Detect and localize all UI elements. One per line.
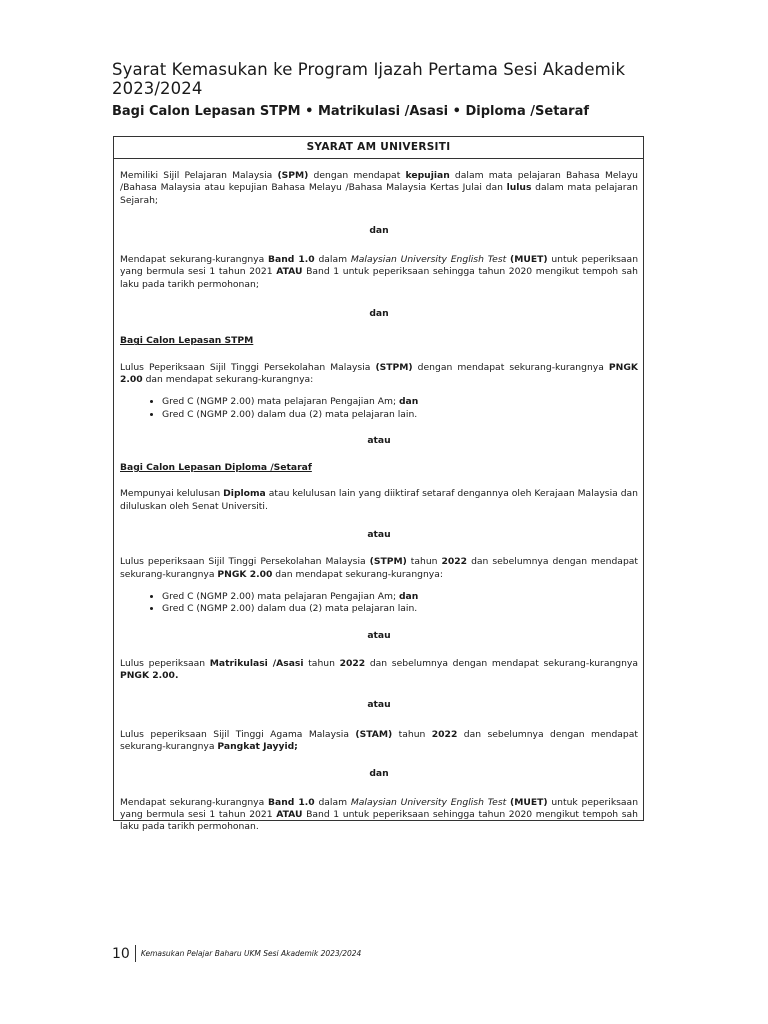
- separator-dan: dan: [369, 768, 389, 780]
- separator-dan: dan: [369, 308, 389, 320]
- stam-requirement: Lulus peperiksaan Sijil Tinggi Agama Malaysia (STAM) tahun 2022 dan sebelumnya dengan mendapat sekurang-kurangnya Pangkat Jayyid;: [120, 728, 638, 753]
- stpm-requirement: Lulus Peperiksaan Sijil Tinggi Persekolahan Malaysia (STPM) dengan mendapat sekurang-kurangnya PNGK 2.00 dan mendapat sekurang-kurangnya:: [120, 361, 638, 385]
- requirements-box: [113, 136, 644, 833]
- separator-atau: atau: [367, 529, 391, 541]
- footer-text: Kemasukan Pelajar Baharu UKM Sesi Akademik 2023/2024: [140, 949, 362, 958]
- spm-requirement: Memiliki Sijil Pelajaran Malaysia (SPM) dengan mendapat kepujian dalam mata pelajaran Bahasa Melayu /Bahasa Malaysia atau kepujian Bahasa Melayu /Bahasa Malaysia Kertas Julai dan lulus dalam mata pelajaran Sejarah;: [120, 170, 639, 206]
- muet-requirement: Mendapat sekurang-kurangnya Band 1.0 dalam Malaysian University English Test (MUET) untuk peperiksaan yang bermula sesi 1 tahun 2021 ATAU Band 1 untuk peperiksaan sehingga tahun 2020 mengikut tempoh sah laku pada tarikh permohonan;: [120, 254, 639, 290]
- list-item: • Gred C (NGMP 2.00) dalam dua (2) mata pelajaran lain.: [162, 603, 638, 615]
- page-title: Syarat Kemasukan ke Program Ijazah Pertama Sesi Akademik 2023/2024: [112, 60, 626, 98]
- page-number: 10: [112, 945, 130, 962]
- page-footer: [112, 945, 361, 962]
- page-subtitle: Bagi Calon Lepasan STPM • Matrikulasi /Asasi • Diploma /Setaraf: [112, 104, 590, 119]
- list-item: • Gred C (NGMP 2.00) mata pelajaran Pengajian Am; dan: [162, 591, 638, 603]
- muet-requirement-final: Mendapat sekurang-kurangnya Band 1.0 dalam Malaysian University English Test (MUET) untuk peperiksaan yang bermula sesi 1 tahun 2021 ATAU Band 1 untuk peperiksaan sehingga tahun 2020 mengikut tempoh sah laku pada tarikh permohonan.: [120, 796, 639, 833]
- footer-divider: [135, 945, 136, 962]
- matrikulasi-requirement: Lulus peperiksaan Matrikulasi /Asasi tahun 2022 dan sebelumnya dengan mendapat sekurang-kurangnya PNGK 2.00.: [120, 657, 639, 682]
- separator-dan: dan: [369, 224, 389, 236]
- stpm-section-heading: Bagi Calon Lepasan STPM: [120, 335, 254, 347]
- diploma-requirement: Mempunyai kelulusan Diploma atau kelulusan lain yang diiktiraf setaraf dengannya oleh Kerajaan Malaysia dan diluluskan oleh Senat Universiti.: [120, 488, 639, 512]
- separator-atau: atau: [367, 629, 391, 641]
- separator-atau: atau: [367, 434, 391, 446]
- list-item: • Gred C (NGMP 2.00) mata pelajaran Pengajian Am; dan: [162, 396, 638, 408]
- stpm-2022-requirement: Lulus peperiksaan Sijil Tinggi Persekolahan Malaysia (STPM) tahun 2022 dan sebelumnya dengan mendapat sekurang-kurangnya PNGK 2.00 dan mendapat sekurang-kurangnya:: [120, 556, 639, 580]
- list-item: • Gred C (NGMP 2.00) dalam dua (2) mata pelajaran lain.: [162, 409, 638, 421]
- box-header: SYARAT AM UNIVERSITI: [114, 137, 643, 159]
- diploma-section-heading: Bagi Calon Lepasan Diploma /Setaraf: [120, 462, 312, 474]
- separator-atau: atau: [367, 699, 391, 711]
- box-body: [114, 159, 643, 834]
- stpm-grade-list: [120, 396, 638, 421]
- stpm-2022-grade-list: [120, 591, 638, 616]
